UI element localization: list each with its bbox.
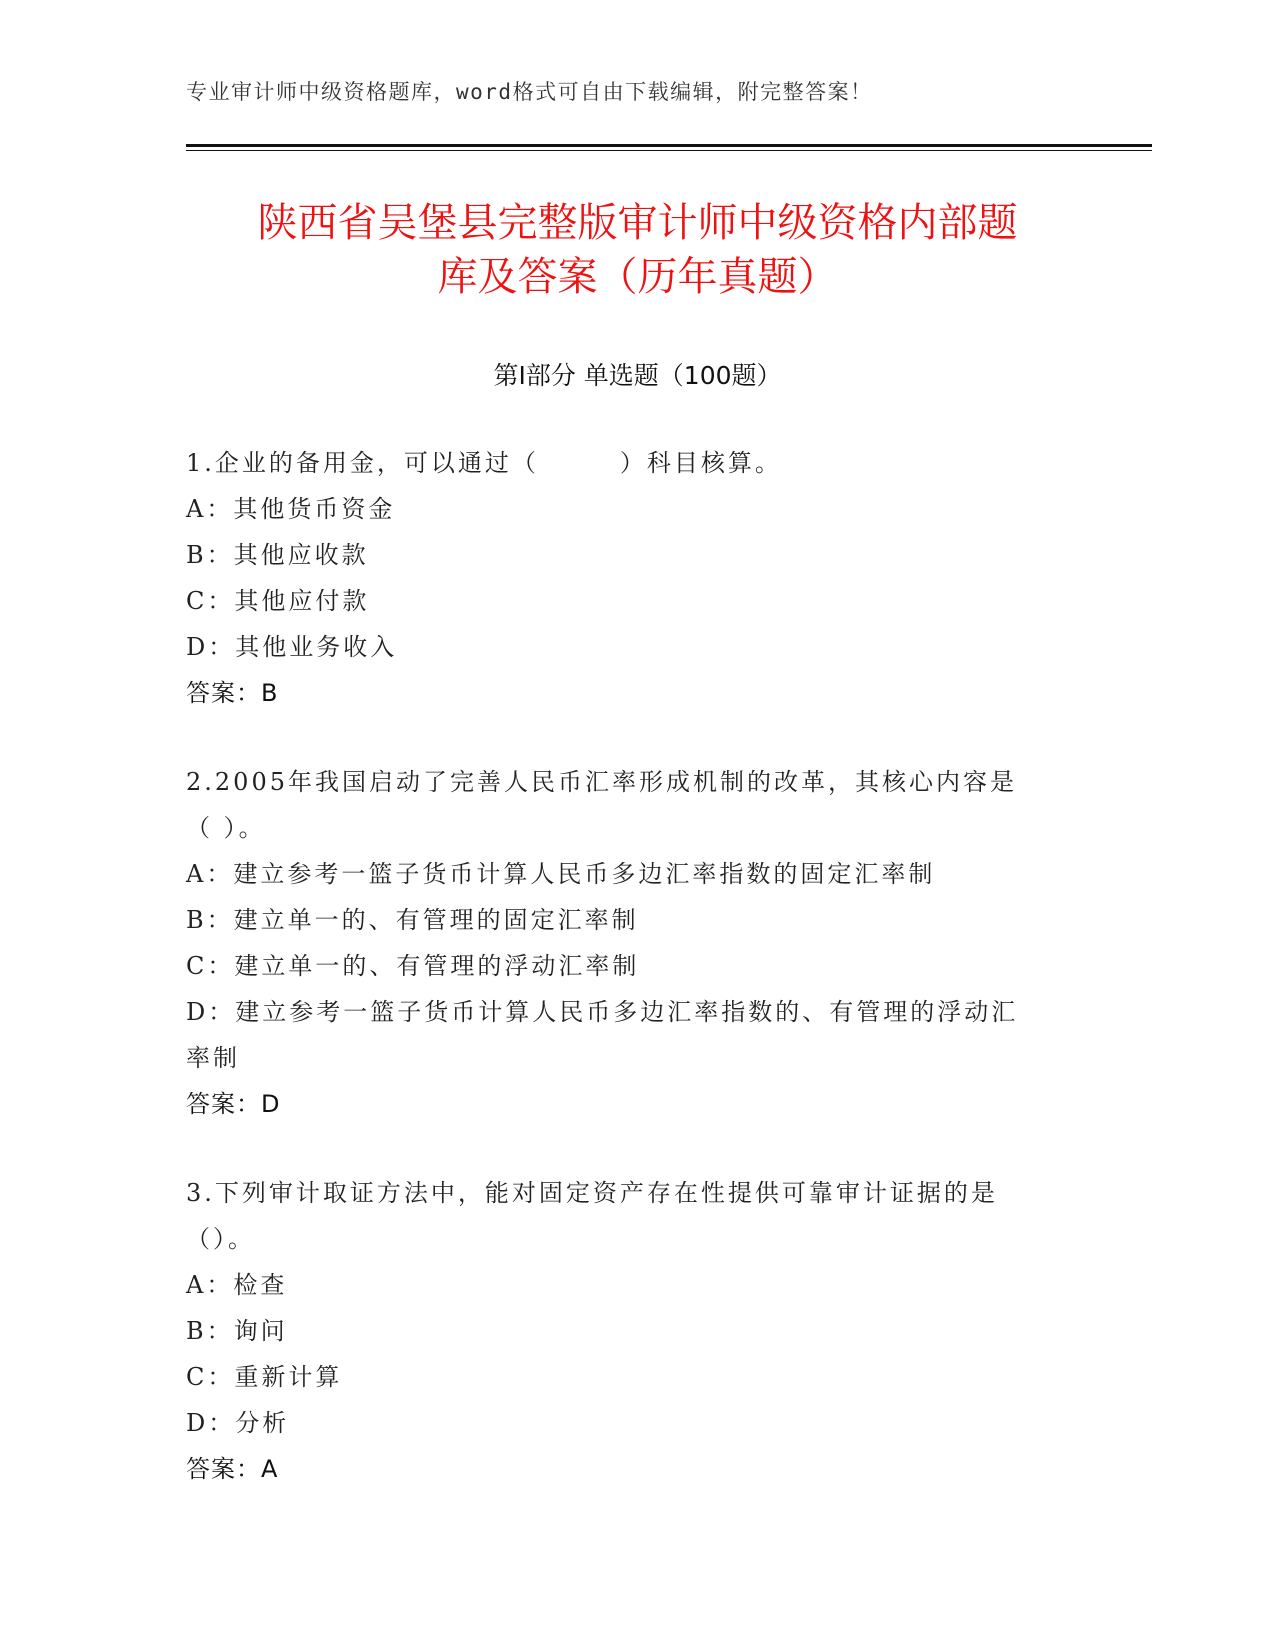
document-title-line-1: 陕西省吴堡县完整版审计师中级资格内部题 <box>257 200 1018 246</box>
option-d: D：建立参考一篮子货币计算人民币多边汇率指数的、有管理的浮动汇 <box>186 998 1019 1026</box>
question-stem: 1.企业的备用金，可以通过（ ）科目核算。 <box>186 449 782 477</box>
answer: 答案：A <box>186 1455 279 1483</box>
option-c: C：重新计算 <box>186 1363 343 1391</box>
option-a: A：其他货币资金 <box>186 495 396 523</box>
document-title-line-2: 库及答案（历年真题） <box>437 254 838 300</box>
option-c: C：其他应付款 <box>186 587 370 615</box>
option-b: B：其他应收款 <box>186 541 369 569</box>
header-note: 专业审计师中级资格题库，word格式可自由下载编辑，附完整答案！ <box>186 80 873 104</box>
section-heading: 第Ⅰ部分 单选题（100题） <box>493 361 782 390</box>
option-c: C：建立单一的、有管理的浮动汇率制 <box>186 952 640 980</box>
question-stem: 2.2005年我国启动了完善人民币汇率形成机制的改革，其核心内容是 <box>186 768 1017 796</box>
question-stem-continued: （ ）。 <box>186 814 266 842</box>
document-title <box>150 196 1125 304</box>
option-d: D：其他业务收入 <box>186 633 398 661</box>
option-d: D：分析 <box>186 1409 290 1437</box>
option-b: B：询问 <box>186 1317 288 1345</box>
header-rule-thin <box>186 150 1152 151</box>
option-a: A：建立参考一篮子货币计算人民币多边汇率指数的固定汇率制 <box>186 860 936 888</box>
question-1 <box>186 440 1076 716</box>
option-a: A：检查 <box>186 1271 288 1299</box>
answer: 答案：B <box>186 679 279 707</box>
header-rule-thick <box>186 144 1152 147</box>
answer: 答案：D <box>186 1090 281 1118</box>
question-list <box>186 440 1076 1535</box>
question-stem-continued: （）。 <box>186 1225 255 1253</box>
option-b: B：建立单一的、有管理的固定汇率制 <box>186 906 639 934</box>
question-2 <box>186 759 1076 1127</box>
question-stem: 3.下列审计取证方法中，能对固定资产存在性提供可靠审计证据的是 <box>186 1179 998 1207</box>
question-3 <box>186 1170 1076 1492</box>
option-d-continued: 率制 <box>186 1044 240 1072</box>
